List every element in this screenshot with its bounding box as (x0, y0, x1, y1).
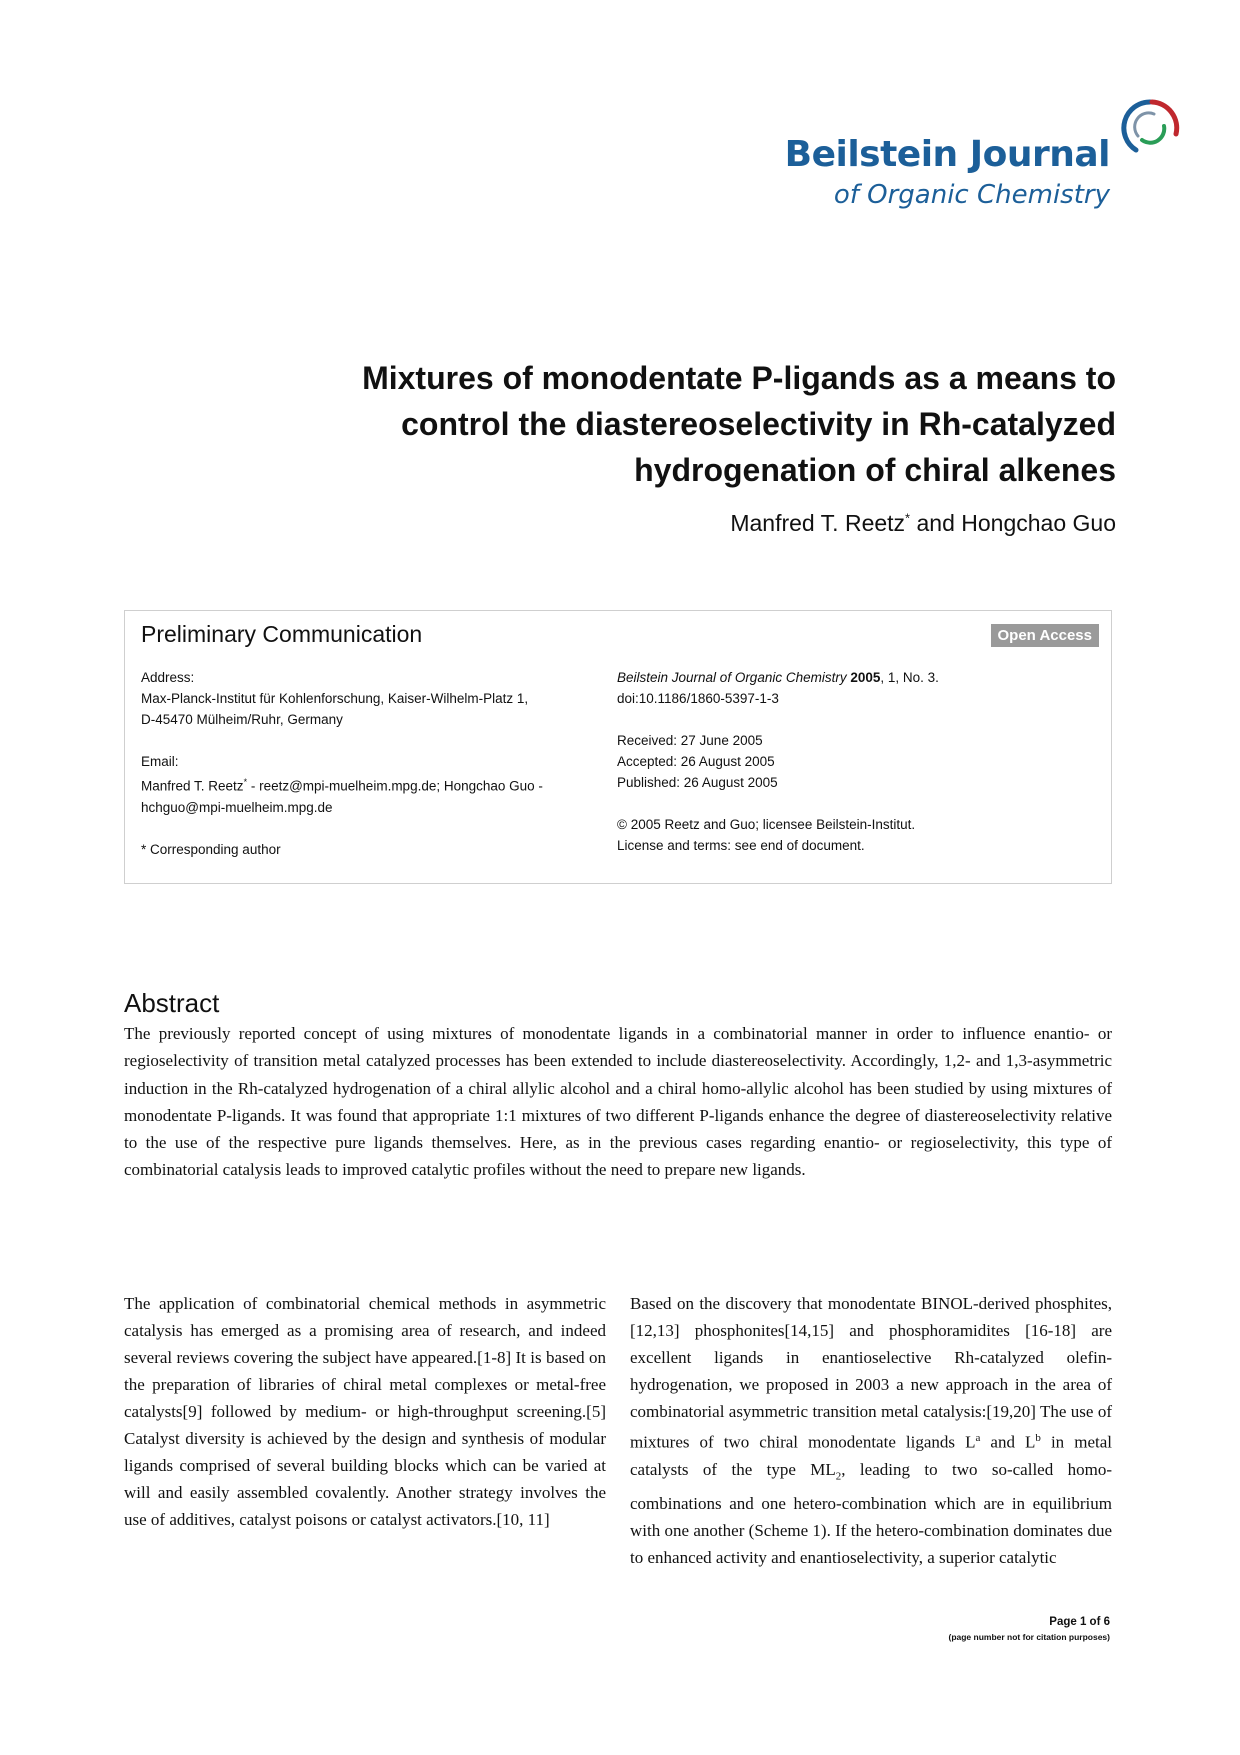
email-line (141, 772, 581, 797)
page-number-note: (page number not for citation purposes) (948, 1632, 1110, 1642)
body-text: , leading to two so-called homo-combinations and one hetero-combination which are in equilibrium with one another (Scheme 1). If the hetero-combination dominates due to enhanced activity and enantioselectivity, a superior catalytic (630, 1459, 1112, 1568)
doi-link[interactable]: doi:10.1186/1860-5397-1-3 (617, 691, 779, 706)
address-line: Max-Planck-Institut für Kohlenforschung, Kaiser-Wilhelm-Platz 1, (141, 691, 529, 706)
article-type: Preliminary Communication (141, 621, 423, 647)
address-label: Address: (141, 670, 195, 685)
author-reetz: Manfred T. Reetz (730, 510, 906, 536)
citation-year: 2005 (850, 670, 881, 685)
article-title: Mixtures of monodentate P-ligands as a means to control the diastereoselectivity in Rh-catalyzed hydrogenation of chiral alkenes (362, 360, 1116, 488)
published-date: Published: 26 August 2005 (617, 775, 778, 790)
journal-subtitle: of Organic Chemistry (833, 180, 1110, 210)
license-notice: License and terms: see end of document. (617, 838, 865, 853)
email-line[interactable]: hchguo@mpi-muelheim.mpg.de (141, 799, 333, 815)
citation (617, 667, 1087, 688)
body-column-right (630, 1290, 1112, 1571)
body-column-left: The application of combinatorial chemical methods in asymmetric catalysis has emerged as a promising area of research, and indeed several reviews covering the subject have appeared.[1-8] It is based on the preparation of libraries of chiral metal complexes or metal-free catalysts[9] followed by medium- or high-throughput screening.[5] Catalyst diversity is achieved by the design and synthesis of modular ligands comprised of several building blocks which can be varied at will and easily assembled covalently. Another strategy involves the use of additives, catalyst poisons or catalyst activators.[10, 11] (124, 1294, 606, 1529)
subscript-2: 2 (835, 1470, 842, 1483)
address-line: D-45470 Mülheim/Ruhr, Germany (141, 712, 343, 727)
body-text: in metal catalysts of the type ML (630, 1432, 1112, 1479)
author-guo: and Hongchao Guo (910, 510, 1116, 536)
copyright-notice: © 2005 Reetz and Guo; licensee Beilstein-Institut. (617, 817, 916, 832)
body-text: Based on the discovery that monodentate BINOL-derived phosphites,[12,13] phosphonites[14,15] and phosphoramidites [16-18] are excellent ligands in enantioselective Rh-catalyzed olefin-hydrogenation, we proposed in 2003 a new approach in the area of combinatorial asymmetric transition metal catalysis:[19,20] The use of mixtures of two chiral monodentate ligands L (630, 1294, 1112, 1452)
superscript-a: a (975, 1432, 981, 1444)
open-access-badge: Open Access (991, 624, 1100, 647)
received-date: Received: 27 June 2005 (617, 733, 763, 748)
body-text: and L (980, 1432, 1036, 1452)
corresponding-mark: * (243, 777, 248, 787)
superscript-b: b (1035, 1432, 1041, 1444)
journal-swirl-icon (1118, 96, 1182, 160)
corresponding-author-note: * Corresponding author (141, 841, 281, 857)
abstract-text: The previously reported concept of using mixtures of monodentate ligands in a combinatorial manner in order to influence enantio- or regioselectivity of transition metal catalyzed processes has been extended to include diastereoselectivity. Accordingly, 1,2- and 1,3-asymmetric induction in the Rh-catalyzed hydrogenation of a chiral allylic alcohol and a chiral homo-allylic alcohol has been studied by using mixtures of monodentate P-ligands. It was found that appropriate 1:1 mixtures of two different P-ligands enhance the degree of diastereoselectivity relative to the use of the respective pure ligands themselves. Here, as in the previous cases regarding enantio- or regioselectivity, this type of combinatorial catalysis leads to improved catalytic profiles without the need to prepare new ligands. (124, 1024, 1112, 1180)
email-addresses[interactable]: - reetz@mpi-muelheim.mpg.de; Hongchao Guo - (247, 778, 543, 794)
accepted-date: Accepted: 26 August 2005 (617, 754, 775, 769)
publication-info (617, 667, 1087, 856)
abstract-heading: Abstract (124, 988, 220, 1018)
article-info-box (124, 610, 1112, 884)
author-info (141, 667, 581, 860)
corresponding-mark: * (905, 510, 911, 526)
email-author-reetz: Manfred T. Reetz (141, 778, 244, 794)
citation-journal: Beilstein Journal of Organic Chemistry (617, 670, 847, 685)
citation-volume: , 1, No. 3. (880, 670, 939, 685)
journal-logo (784, 96, 1182, 216)
page-number: Page 1 of 6 (1049, 1616, 1110, 1628)
email-label: Email: (141, 754, 179, 769)
journal-name: Beilstein Journal (784, 134, 1110, 175)
author-list (730, 510, 1116, 537)
